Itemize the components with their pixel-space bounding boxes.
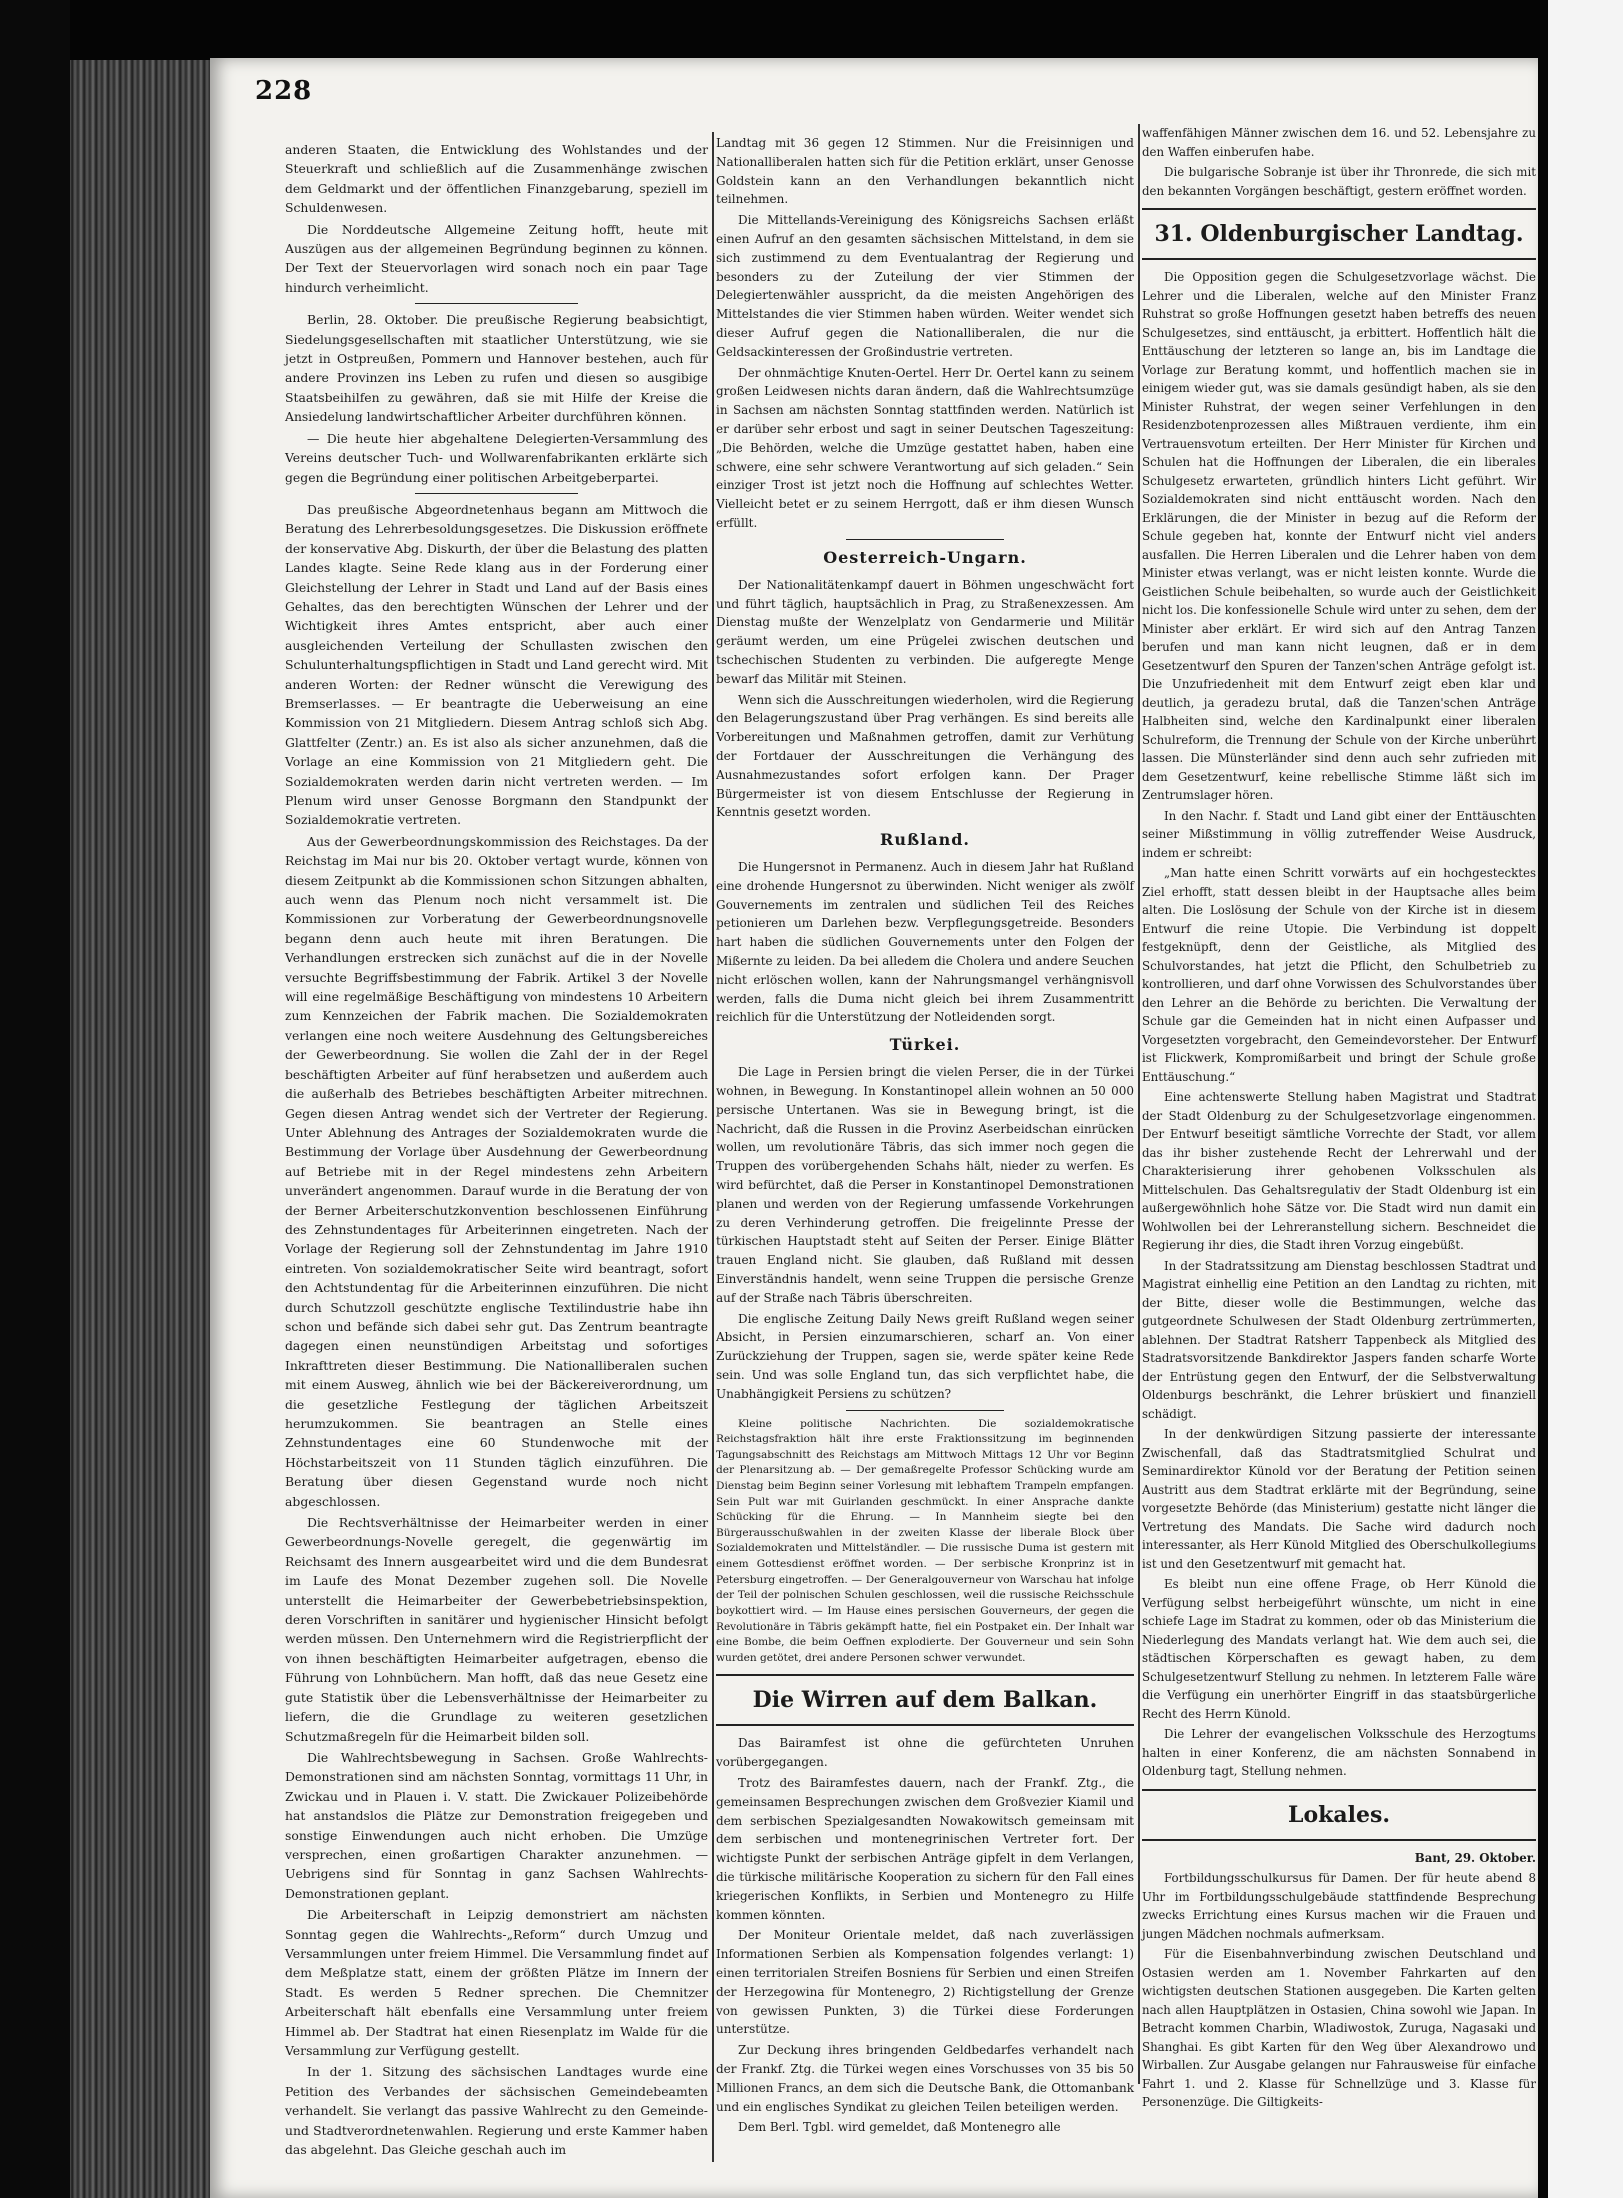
article-paragraph: Aus der Gewerbeordnungskommission des Reichstages. Da der Reichstag im Mai nur bis 20. Oktober vertagt wurde, können von diesem Zeitpunkt ab die Kommissionen schon Sitzungen abhalten, auch wenn das Plenum noch nicht versammelt ist. Die Kommissionen zur Vorberatung der Gewerbeordnungsnovelle begann denn auch heute mit ihren Beratungen. Die Verhandlungen erstrecken sich zunächst auf die in der Novelle versuchte Begriffsbestimmung der Fabrik. Artikel 3 der Novelle will eine regelmäßige Beschäftigung von mindestens 10 Arbeitern zum Kennzeichen der Fabrik machen. Die Sozialdemokraten verlangen eine noch weitere Ausdehnung des Geltungsbereiches der Gewerbeordnung. Sie wollen die Zahl der in der Regel beschäftigten Arbeiter auf fünf herabsetzen und außerdem auch die außerhalb des Betriebes beschäftigten Arbeiter mitrechnen. Gegen diesen Antrag wendet sich der Vertreter der Regierung. Unter Ablehnung des Antrages der Sozialdemokraten wurde die Bestimmung der Vorlage über Ausdehnung der Gewerbeordnung auf Betriebe mit in der Regel mindestens zehn Arbeitern unverändert angenommen. Darauf wurde in die Beratung der von der Berner Arbeiterschutzkonvention beschlossenen Einführung des Zehnstundentages für Arbeiterinnen eingetreten. Nach der Vorlage der Regierung soll der Zehnstundentag im Jahre 1910 eintreten. Von sozialdemokratischer Seite wird beantragt, sofort den Achtstundentag für die Arbeiterinnen einzuführen. Die nicht durch Schutzzoll geschützte englische Textilindustrie habe ihn schon und befände sich dabei sehr gut. Das Zentrum beantragte dagegen einen neunstündigen Arbeitstag und sofortiges Inkrafttreten dieser Bestimmung. Die Nationalliberalen suchen mit einem Ausweg, ähnlich wie bei der Bäckereiverordnung, um die gesetzliche Festlegung der täglichen Arbeitszeit herumzukommen. Sie beantragen an Stelle eines Zehnstundentages eine 60 Stundenwoche mit der Höchstarbeitszeit von 11 Stunden täglich einzuführen. Die Beratung über diesen Gegenstand wurde noch nicht abgeschlossen. [285,833,708,1509]
article-paragraph: Das Bairamfest ist ohne die gefürchteten Unruhen vorübergegangen. [716,1736,1134,1770]
article-paragraph: Die englische Zeitung Daily News greift Rußland wegen seiner Absicht, in Persien einzumarschieren, scharf an. Von einer Zurückziehung der Truppen, sagen sie, werde später keine Rede sein. Und was solle England tun, das sich verpflichtet habe, die Unabhängigkeit Persiens zu schützen? [716,1311,1134,1401]
section-heading-tuerkei: Türkei. [889,1035,961,1055]
article-paragraph: Zur Deckung ihres bringenden Geldbedarfes verhandelt nach der Frankf. Ztg. die Türkei wegen eines Vorschusses von 35 bis 50 Millionen Francs, an dem sich die Deutsche Bank, die Ottomanbank und ein englisches Syndikat zu gleichen Teilen beteiligen werden. [716,2043,1134,2114]
article-paragraph: Dem Berl. Tgbl. wird gemeldet, daß Montenegro alle [738,2120,1061,2135]
divider [415,303,578,304]
article-paragraph: Die Lehrer der evangelischen Volksschule des Herzogtums halten in einer Konferenz, die am nächsten Sonnabend in Oldenburg tagt, Stellung nehmen. [1142,1727,1536,1778]
article-paragraph: Wenn sich die Ausschreitungen wiederholen, wird die Regierung den Belagerungszustand über Prag verhängen. Es sind bereits alle Vorbereitungen und Maßnahmen getroffen, damit zur Verhütung der Fortdauer der Ausschreitungen die Verhängung des Ausnahmezustandes sofort erfolgen kann. Der Prager Bürgermeister ist von diesem Entschlusse der Regierung in Kenntnis gesetzt worden. [716,692,1134,820]
balkan-heading-box [716,1674,1134,1726]
column-3 [1142,124,1536,2114]
column-1 [285,140,708,2161]
section-heading-oldenburg: 31. Oldenburgischer Landtag. [1154,221,1524,247]
column-divider [712,132,714,2162]
article-paragraph: Die Hungersnot in Permanenz. Auch in diesem Jahr hat Rußland eine drohende Hungersnot zu überwinden. Nicht weniger als zwölf Gouvernements im zentralen und südlichen Teil des Reiches petionieren um Darlehen bezw. Verpflegungsgetreide. Besonders hart haben die südlichen Gouvernements unter den Folgen der Mißernte zu leiden. Da bei alledem die Cholera und andere Seuchen nicht erlöschen wollen, kann der Nahrungsmangel verhängnisvoll werden, falls die Duma nicht gleich bei ihrem Zusammentritt reichlich für die Unterstützung der Notleidenden sorgt. [716,860,1134,1025]
article-paragraph: Die Norddeutsche Allgemeine Zeitung hofft, heute mit Auszügen aus der allgemeinen Begründung beginnen zu können. Der Text der Steuervorlagen wird sonach noch ein paar Tage hindurch verheimlicht. [285,221,708,295]
article-paragraph: — Die heute hier abgehaltene Delegierten-Versammlung des Vereins deutscher Tuch- und Wollwarenfabrikanten erklärte sich gegen die Begründung einer politischen Arbeitgeberpartei. [285,430,708,485]
oldenburg-heading-box [1142,208,1536,260]
section-heading-lokales: Lokales. [1287,1801,1391,1828]
article-paragraph: In der Stadratssitzung am Dienstag beschlossen Stadtrat und Magistrat einhellig eine Petition an den Landtag zu richten, mit der Bitte, dieser wolle die Bestimmungen, welche das gutgeordnete Schulwesen der Stadt Oldenburg zertrümmerten, ablehnen. Der Stadtrat Ratsherr Tappenbeck als Mitglied des Stadratsvorsitzende Bankdirektor Jaspers fanden scharfe Worte der Entrüstung gegen den Entwurf, der die Selbstverwaltung Oldenburgs beschränkt, die Lehrer brüskiert und finanziell schädigt. [1142,1258,1536,1421]
article-paragraph: anderen Staaten, die Entwicklung des Wohlstandes und der Steuerkraft und schließlich auf die Zusammenhänge zwischen dem Geldmarkt und der öffentlichen Finanzgebarung, speziell im Schuldenwesen. [285,142,708,216]
dateline: Bant, 29. Oktober. [1414,1850,1536,1865]
article-paragraph: „Man hatte einen Schritt vorwärts auf ein hochgestecktes Ziel erhofft, statt dessen bleibt in der Hauptsache alles beim alten. Die Loslösung der Schule von der Kirche ist in diesem Entwurf die reine Utopie. Die Verbindung ist doppelt festgeknüpft, denn der Geistliche, als Mitglied des Schulvorstandes, hat jetzt die Pflicht, den Schulbetrieb zu kontrollieren, und darf ohne Vorwissen des Schulvorstandes über den Lehrer an die Behörde zu berichten. Die Verwaltung der Schule gar die Gemeinden hat in nicht einen Aufpasser und Vorgesetzten vorgebracht, den Gemeindevorsteher. Der Entwurf ist Flickwerk, Kompromißarbeit und bringt der Schule große Enttäuschung.“ [1142,866,1536,1084]
article-paragraph: Der Moniteur Orientale meldet, daß nach zuverlässigen Informationen Serbien als Kompensation folgendes verlangt: 1) einen territorialen Streifen Bosniens für Serbien und einen Streifen der Herzegowina für Montenegro, 2) Richtigstellung der Grenze von gewissen Punkten, 3) die Türkei diese Forderungen unterstütze. [716,1928,1134,2037]
article-paragraph: Trotz des Bairamfestes dauern, nach der Frankf. Ztg., die gemeinsamen Besprechungen zwischen dem Großvezier Kiamil und dem serbischen Spezialgesandten Nowakowitsch gemeinsam mit dem serbischen und montenegrinischen Vertreter fort. Der wichtigste Punkt der serbischen Anträge gipfelt in dem Verlangen, die türkische militärische Kooperation zu sichern für den Fall eines kriegerischen Konflikts, in Serbien und Montenegro zu Hilfe kommen könnten. [716,1775,1134,1922]
column-divider [1138,124,1140,2084]
article-paragraph: Die Arbeiterschaft in Leipzig demonstriert am nächsten Sonntag gegen die Wahlrechts-„Reform“ durch Umzug und Versammlungen unter freiem Himmel. Die Versammlung findet auf dem Meßplatze statt, einem der größten Plätze im Innern der Stadt. Es werden 5 Redner sprechen. Die Chemnitzer Arbeiterschaft hält ebenfalls eine Versammlung unter freiem Himmel ab. Der Stadtrat hat einen Riesenplatz im Walde für die Versammlung zur Verfügung gestellt. [285,1907,708,2058]
section-heading-oesterreich: Oesterreich-Ungarn. [823,547,1027,567]
article-paragraph: Fortbildungsschulkursus für Damen. Der für heute abend 8 Uhr im Fortbildungsschulgebäude stattfindende Besprechung zwecks Errichtung eines Kursus machen wir die Frauen und jungen Mädchen nochmals aufmerksam. [1142,1871,1536,1941]
article-paragraph: Die Rechtsverhältnisse der Heimarbeiter werden in einer Gewerbeordnungs-Novelle geregelt, die gegenwärtig im Reichsamt des Innern ausgearbeitet wird und die dem Bundesrat im Laufe des Monat Dezember zugehen soll. Die Novelle unterstellt die Heimarbeiter der Gewerbebetriebsinspektion, deren Vorschriften in sanitärer und hygienischer Hinsicht befolgt werden müssen. Den Unternehmern wird die Registrierpflicht der von ihnen beschäftigten Heimarbeiter aufgetragen, ebenso die Führung von Lohnbüchern. Man hofft, daß das neue Gesetz eine gute Statistik über die Lebensverhältnisse der Heimarbeiter zu liefern, die die Grundlage zu weiteren gesetzlichen Schutzmaßregeln für die Heimarbeit bilden soll. [285,1515,708,1744]
article-paragraph: Für die Eisenbahnverbindung zwischen Deutschland und Ostasien werden am 1. November Fahrkarten auf den wichtigsten deutschen Stationen ausgegeben. Die Karten gelten nach allen Hauptplätzen in Ostasien, China sowohl wie Japan. In Betracht kommen Charbin, Wladiwostok, Zuruga, Nagasaki und Shanghai. Es gibt Karten für den Weg über Alexandrowo und Wirballen. Zur Ausgabe gelangen nur Fahrausweise für einfache Fahrt 1. und 2. Klasse für Schnellzüge und 3. Klasse für Personenzüge. Die Giltigkeits- [1142,1947,1536,2109]
page-number: 228 [255,76,313,106]
article-paragraph: Berlin, 28. Oktober. Die preußische Regierung beabsichtigt, Siedelungsgesellschaften mit staatlicher Unterstützung, wie sie jetzt in Ostpreußen, Pommern und Hannover bestehen, auch für andere Provinzen ins Leben zu rufen und diesen so ausgibige Staatsbeihilfen zu gewähren, daß sie mit Hilfe der Kreise die Ansiedelung landwirtschaftlicher Arbeiter durchführen können. [285,312,708,425]
section-heading-balkan: Die Wirren auf dem Balkan. [752,1687,1098,1714]
column-2 [716,134,1134,2139]
article-paragraph: Die Wahlrechtsbewegung in Sachsen. Große Wahlrechts-Demonstrationen sind am nächsten Sonntag, vormittags 11 Uhr, in Zwickau und in Plauen i. V. statt. Die Zwickauer Polizeibehörde hat anstandslos die Plätze zur Demonstration freigegeben und sonstige Einwendungen auch nicht erhoben. Die Umzüge versprechen, einen großartigen Charakter anzunehmen. — Uebrigens sind für Sonntag in ganz Sachsen Wahlrechts-Demonstrationen geplant. [285,1749,708,1901]
divider [415,493,578,494]
article-paragraph: waffenfähigen Männer zwischen dem 16. und 52. Lebensjahre zu den Waffen einberufen habe. [1142,126,1536,159]
scanner-edge-right [1548,0,1623,2198]
divider [846,1410,1004,1411]
article-paragraph: Die Lage in Persien bringt die vielen Perser, die in der Türkei wohnen, in Bewegung. In Konstantinopel allein wohnen an 50 000 persische Untertanen. Was sie in Bewegung bringt, ist die Nachricht, daß die Russen in die Provinz Aserbeidschan einrücken wollen, um revolutionäre Täbris, das sich immer noch gegen die Truppen des vorübergehenden Schahs hält, nieder zu werfen. Es wird befürchtet, daß die Perser in Konstantinopel Demonstrationen planen und werden von der Regierung umfassende Vorkehrungen zu deren Verhinderung getroffen. Die freigelinnte Presse der türkischen Hauptstadt steht auf Seiten der Perser. Einige Blätter trauen England nicht. Sie glauben, daß Rußland mit dessen Einverständnis handelt, wenn seine Truppen die persische Grenze auf der Straße nach Täbris überschreiten. [716,1065,1134,1305]
article-paragraph: Die bulgarische Sobranje ist über ihr Thronrede, die sich mit den bekannten Vorgängen beschäftigt, gestern eröffnet worden. [1142,165,1536,198]
article-paragraph: In der denkwürdigen Sitzung passierte der interessante Zwischenfall, daß das Stadtratsmitglied Schulrat und Seminardirektor Künold vor der Beratung der Petition seinen Austritt aus dem Stadtrat erklärte mit der Begründung, seine vorgesetzte Behörde (das Ministerium) gestatte nicht länger die Vertretung des Mandats. Die Sache wird dadurch noch interessanter, als Herr Künold Mitglied des Oberschulkollegiums ist und den Gesetzentwurf mit gemacht hat. [1142,1427,1536,1571]
article-paragraph: Der ohnmächtige Knuten-Oertel. Herr Dr. Oertel kann zu seinem großen Leidwesen nichts daran ändern, daß die Wahlrechtsumzüge in Sachsen am nächsten Sonntag stattfinden werden. Natürlich ist er darüber sehr erbost und sagt in seiner Deutschen Tageszeitung: „Die Behörden, welche die Umzüge gestattet haben, haben eine schwere, eine sehr schwere Verantwortung auf sich geladen.“ Sein einziger Trost ist jetzt noch die Hoffnung auf schlechtes Wetter. Vielleicht betet er zu seinem Herrgott, daß er ihm diesen Wunsch erfüllt. [716,365,1134,530]
divider [846,539,1004,540]
article-paragraph: Eine achtenswerte Stellung haben Magistrat und Stadtrat der Stadt Oldenburg zu der Schulgesetzvorlage eingenommen. Der Entwurf beseitigt sämtliche Vorrechte der Stadt, vor allem das ihr bisher zustehende Recht der Lehrerwahl und der Charakterisierung ihrer gehobenen Volksschulen als Mittelschulen. Das Gehaltsregulativ der Stadt Oldenburg ist ein außergewöhnlich hohe Sätze vor. Die Stadt wird nun damit ein Wohlwollen bei der Lehreranstellung sichern. Beschneidet die Regierung ihr dies, die Stadt ihren Vorzug eingebüßt. [1142,1090,1536,1252]
article-paragraph: Landtag mit 36 gegen 12 Stimmen. Nur die Freisinnigen und Nationalliberalen hatten sich für die Petition erklärt, unser Genosse Goldstein kann an den Verhandlungen bekanntlich nicht teilnehmen. [716,136,1134,207]
article-paragraph: Die Mittellands-Vereinigung des Königsreichs Sachsen erläßt einen Aufruf an den gesamten sächsischen Mittelstand, in dem sie sich zustimmend zu dem Eventualantrag der Regierung und besonders zu der Zuteilung der vier Stimmen der Delegiertenwähler ausspricht, da die meisten Angehörigen des Mittelstandes die vier Stimmen haben würden. Weiter wendet sich dieser Aufruf gegen die Nationalliberalen, die nur die Geldsackinteressen der Großindustrie vertreten. [716,213,1134,359]
section-heading-russland: Rußland. [880,830,970,850]
lokales-heading-box [1142,1789,1536,1841]
article-paragraph: Die Opposition gegen die Schulgesetzvorlage wächst. Die Lehrer und die Liberalen, welche auf den Minister Franz Ruhstrat so große Hoffnungen gesetzt haben betreffs des neuen Schulgesetzes, sind enttäuscht, ja erbittert. Hoffentlich hält die Enttäuschung der letzteren so lange an, bis im Landtage die Vorlage zur Beratung kommt, und hoffentlich machen sie in einigem wieder gut, was sie damals gesündigt haben, als sie den Minister Ruhstrat, der wegen seiner Verfehlungen in den Residenzbotenprozessen alles Mißtrauen verdiente, ihm ein Vertrauensvotum erteilten. Der Herr Minister für Kirchen und Schulen hat die Hoffnungen der Liberalen, die ein liberales Schulgesetz erwarteten, gründlich hinters Licht geführt. Wir Sozialdemokraten sind nicht enttäuscht worden. Nach den Erklärungen, die der Minister in bezug auf die Reform der Schule gegeben hat, konnte der Entwurf nicht viel anders ausfallen. Die Herren Liberalen und die Lehrer haben von dem Minister etwas verlangt, was er nicht leisten konnte. Wurde die Geistlichen Schule beibehalten, so wurde auch der Geistlichkeit nicht los. Die konfessionelle Schule wird unter zu sehen, dem der Minister aber erklärt. Er wird sich auf den Antrag Tanzen berufen und man kann nicht leugnen, daß er in dem Gesetzentwurf den Spuren der Tanzen'schen Anträge gefolgt ist. Die Unzufriedenheit mit dem Entwurf zeigt eben klar und deutlich, ja geradezu brutal, daß die Tanzen'schen Anträge Halbheiten sind, welche den Kardinalpunkt einer liberalen Schulreform, die Trennung der Schule von der Kirche unberührt lassen. Die Münsterländer sind denn auch sehr zufrieden mit dem Gesetzentwurf, keine rebellische Stimme läßt sich im Zentrumslager hören. [1142,270,1536,802]
article-paragraph: In der 1. Sitzung des sächsischen Landtages wurde eine Petition des Verbandes der sächsischen Gemeindebeamten verhandelt. Sie verlangt das passive Wahlrecht zu den Gemeinde- und Stadtverordnetenwahlen. Regierung und erste Kammer haben das abgelehnt. Das Gleiche geschah auch im [285,2064,708,2158]
article-paragraph: In den Nachr. f. Stadt und Land gibt einer der Enttäuschten seiner Mißstimmung in völlig zutreffender Weise Ausdruck, indem er schreibt: [1142,808,1536,860]
article-paragraph: Es bleibt nun eine offene Frage, ob Herr Künold die Verfügung selbst herbeigeführt wünschte, um nicht in eine schiefe Lage im Stadrat zu kommen, oder ob das Ministerium die Niederlegung des Mandats verlangt hat. Wie dem auch sei, die städtischen Körperschaften es gewagt haben, zu dem Schulgesetzentwurf Stellung zu nehmen. In letzterem Falle wäre die Verfügung ein unerhörter Eingriff in das staatsbürgerliche Recht des Herrn Künold. [1142,1577,1536,1721]
news-briefs: Kleine politische Nachrichten. Die sozialdemokratische Reichstagsfraktion hält ihre erste Fraktionssitzung im beginnenden Tagungsabschnitt des Reichstags am Mittwoch Mittags 12 Uhr vor Beginn der Plenarsitzung ab. — Der gemaßregelte Professor Schücking wurde am Dienstag beim Beginn seiner Vorlesung mit lebhaftem Trampeln empfangen. Sein Pult war mit Guirlanden geschmückt. In einer Ansprache dankte Schücking für die Ehrung. — In Mannheim siegte bei den Bürgerausschußwahlen in der zweiten Klasse der liberale Block über Sozialdemokraten und Mittelständler. — Die russische Duma ist gestern mit einem Gottesdienst eröffnet worden. — Der serbische Kronprinz ist in Petersburg eingetroffen. — Der Generalgouverneur von Warschau hat infolge der Teil der polnischen Schulen geschlossen, weil die russische Reichsschule boykottiert wird. — Im Hause eines persischen Gouverneurs, der gegen die Revolutionäre in Täbris gekämpft hatte, fiel ein Postpaket ein. Der Inhalt war eine Bombe, die beim Oeffnen explodierte. Der Gouverneur und sein Sohn wurden getötet, drei andere Personen schwer verwundet. [716,1417,1134,1664]
article-paragraph: Das preußische Abgeordnetenhaus begann am Mittwoch die Beratung des Lehrerbesoldungsgesetzes. Die Diskussion eröffnete der konservative Abg. Diskurth, der über die Belastung des platten Landes klagte. Seine Rede klang aus in der Forderung einer Gleichstellung der Lehrer in Stadt und Land auf der Basis eines Gehaltes, das den berechtigten Wünschen der Lehrer und der Wichtigkeit ihres Amtes entspricht, aber auch einer ausgleichenden Verteilung der Schullasten zwischen den Schulunterhaltungspflichtigen in Stadt und Land gerecht wird. Mit anderen Worten: der Redner wünscht die Verewigung des Bremserlasses. — Er beantragte die Ueberweisung an eine Kommission von 21 Mitgliedern. Diesem Antrag schloß sich Abg. Glattfelter (Zentr.) an. Es ist also als sicher anzunehmen, daß die Vorlage an eine Kommission von 21 Mitgliedern geht. Die Sozialdemokraten werden darin nicht vertreten werden. — Im Plenum wird unser Genosse Borgmann den Standpunkt der Sozialdemokratie vertreten. [285,501,708,828]
article-paragraph: Der Nationalitätenkampf dauert in Böhmen ungeschwächt fort und führt täglich, hauptsächlich in Prag, zu Straßenexzessen. Am Dienstag mußte der Wenzelplatz von Gendarmerie und Militär geräumt werden, um eine Prügelei zwischen deutschen und tschechischen Studenten zu verbinden. Die aufgeregte Menge bewarf das Militär mit Steinen. [716,577,1134,686]
book-spine-shadow [0,0,70,2198]
